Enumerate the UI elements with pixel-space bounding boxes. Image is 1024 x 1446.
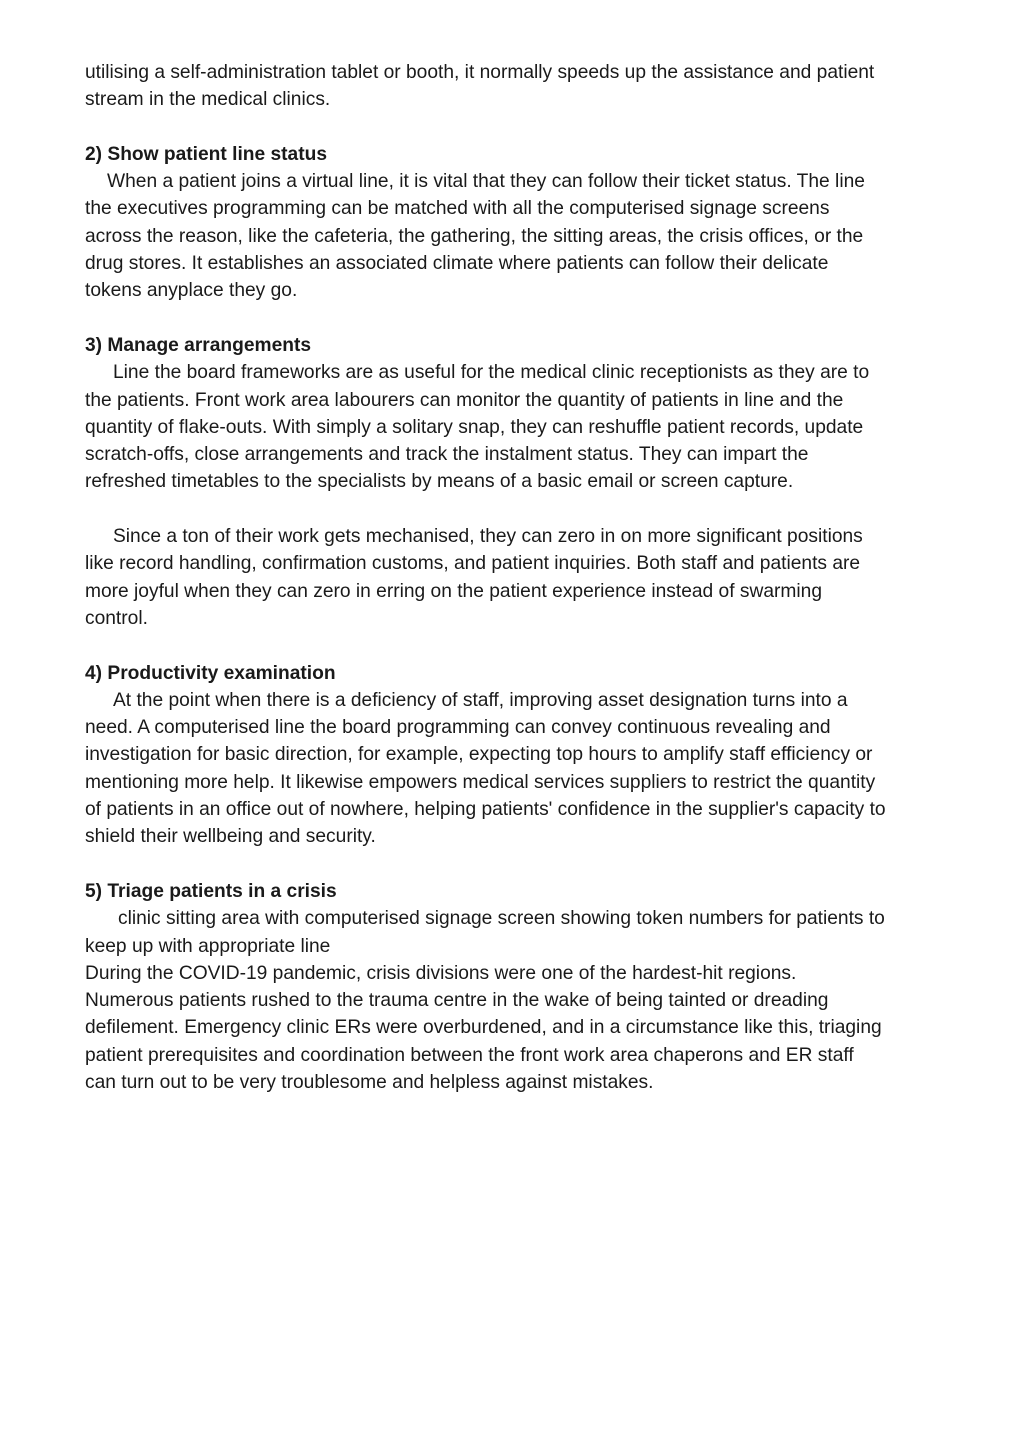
- text-line: drug stores. It establishes an associated climate where patients can follow their delicate: [85, 253, 829, 275]
- text-line: across the reason, like the cafeteria, the gathering, the sitting areas, the crisis offices, or the: [85, 225, 864, 247]
- text-line: scratch-offs, close arrangements and track the instalment status. They can impart the: [85, 444, 809, 466]
- paragraph-gap: [85, 496, 960, 523]
- document-page: [85, 59, 960, 1096]
- text-line: refreshed timetables to the specialists by means of a basic email or screen capture.: [85, 471, 794, 493]
- text-line: keep up with appropriate line: [85, 935, 331, 957]
- section-heading: 5) Triage patients in a crisis: [85, 880, 337, 902]
- intro-paragraph: [85, 59, 960, 114]
- text-line: stream in the medical clinics.: [85, 89, 331, 111]
- text-line: Numerous patients rushed to the trauma centre in the wake of being tainted or dreading: [85, 990, 829, 1012]
- text-line: At the point when there is a deficiency of staff, improving asset designation turns into a: [113, 689, 848, 711]
- text-line: the executives programming can be matched with all the computerised signage screens: [85, 198, 830, 220]
- text-line: more joyful when they can zero in erring on the patient experience instead of swarming: [85, 580, 822, 602]
- text-line: can turn out to be very troublesome and helpless against mistakes.: [85, 1071, 654, 1093]
- section-heading: 3) Manage arrangements: [85, 334, 312, 356]
- text-line: need. A computerised line the board programming can convey continuous revealing and: [85, 717, 831, 739]
- paragraph-gap: [85, 851, 960, 878]
- section-paragraph: [85, 687, 960, 851]
- text-line: quantity of flake-outs. With simply a solitary snap, they can reshuffle patient records, update: [85, 416, 864, 438]
- paragraph-gap: [85, 632, 960, 659]
- text-line: patient prerequisites and coordination between the front work area chaperons and ER staff: [85, 1044, 854, 1066]
- text-line: Line the board frameworks are as useful for the medical clinic receptionists as they are to: [113, 362, 870, 384]
- section-paragraph: [85, 905, 960, 1096]
- text-line: shield their wellbeing and security.: [85, 826, 376, 848]
- text-line: investigation for basic direction, for example, expecting top hours to amplify staff efficiency or: [85, 744, 873, 766]
- text-line: the patients. Front work area labourers can monitor the quantity of patients in line and the: [85, 389, 844, 411]
- text-line: Since a ton of their work gets mechanised, they can zero in on more significant positions: [113, 526, 863, 548]
- text-line: utilising a self-administration tablet or booth, it normally speeds up the assistance and patient: [85, 62, 875, 83]
- text-line: defilement. Emergency clinic ERs were overburdened, and in a circumstance like this, triaging: [85, 1017, 882, 1039]
- text-line: During the COVID-19 pandemic, crisis divisions were one of the hardest-hit regions.: [85, 962, 797, 984]
- section-paragraph: [85, 168, 960, 304]
- text-line: tokens anyplace they go.: [85, 280, 298, 302]
- text-line: When a patient joins a virtual line, it is vital that they can follow their ticket status. The line: [107, 171, 865, 193]
- section-paragraph: [85, 523, 960, 632]
- section-paragraph: [85, 359, 960, 495]
- text-line: control.: [85, 607, 148, 629]
- text-line: like record handling, confirmation customs, and patient inquiries. Both staff and patients are: [85, 553, 861, 575]
- paragraph-gap: [85, 305, 960, 332]
- text-line: of patients in an office out of nowhere, helping patients' confidence in the supplier's capacity to: [85, 799, 886, 821]
- section-heading: 4) Productivity examination: [85, 662, 336, 684]
- text-line: mentioning more help. It likewise empowers medical services suppliers to restrict the quantity: [85, 771, 876, 793]
- text-line: clinic sitting area with computerised signage screen showing token numbers for patients to: [118, 908, 885, 930]
- paragraph-gap: [85, 114, 960, 141]
- section-heading: 2) Show patient line status: [85, 143, 328, 165]
